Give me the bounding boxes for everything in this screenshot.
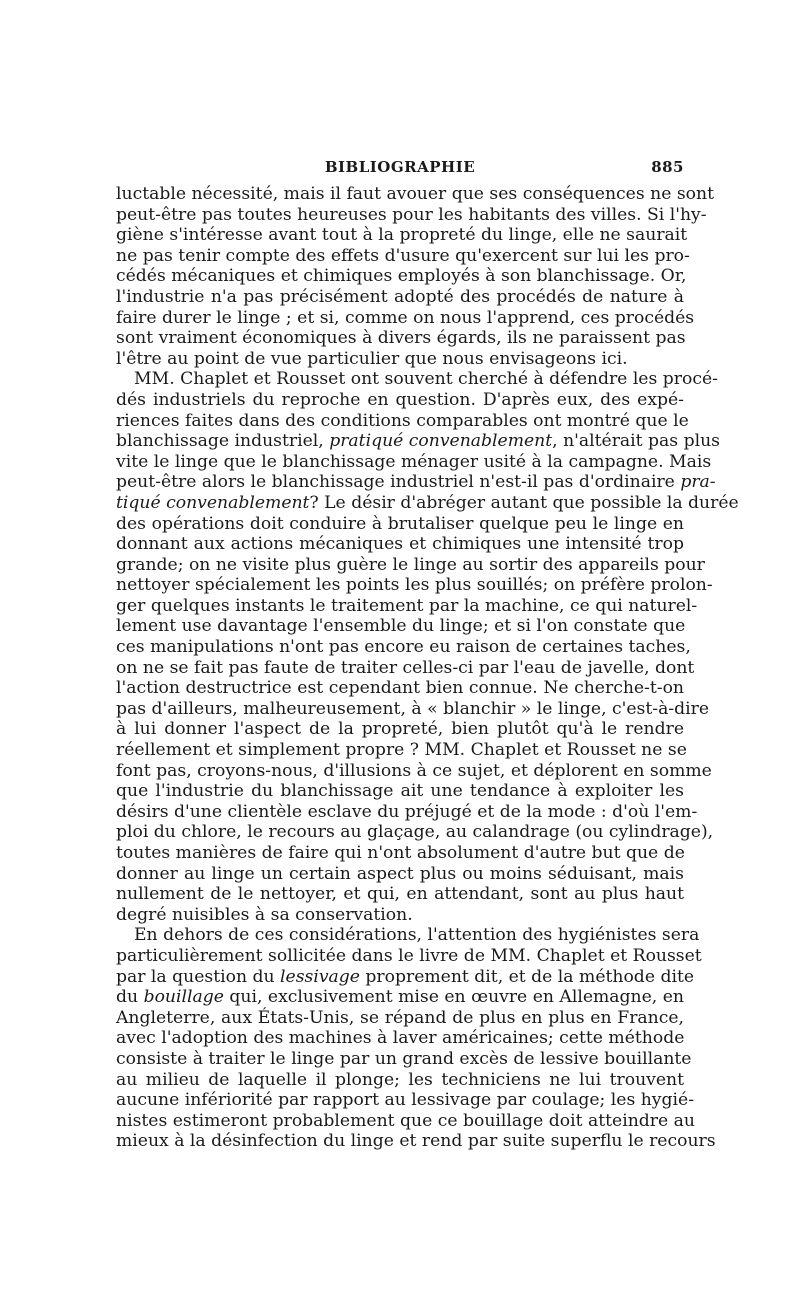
text-line: ploi du chlore, le recours au glaçage, au calandrage (ou cylindrage), [116, 822, 714, 843]
text-line: désirs d'une clientèle esclave du préjugé et de la mode : d'où l'em- [116, 801, 698, 822]
text-line: blanchissage industriel, pratiqué convenablement, n'altérait pas plus [116, 431, 720, 452]
text-line: que l'industrie du blanchissage ait une tendance à exploiter les [116, 781, 684, 802]
text-line: peut-être pas toutes heureuses pour les habitants des villes. Si l'hy- [116, 204, 707, 225]
text-line: l'être au point de vue particulier que nous envisageons ici. [116, 348, 628, 369]
text-line: par la question du lessivage proprement dit, et de la méthode dite [116, 966, 695, 987]
text-line: des opérations doit conduire à brutaliser quelque peu le linge en [116, 513, 684, 534]
text-line: aucune infériorité par rapport au lessivage par coulage; les hygié- [116, 1090, 694, 1111]
text-line: vite le linge que le blanchissage ménager usité à la campagne. Mais [116, 451, 712, 472]
text-line: nettoyer spécialement les points les plus souillés; on préfère prolon- [116, 575, 713, 596]
text-line: peut-être alors le blanchissage industriel n'est-il pas d'ordinaire pra- [116, 472, 716, 493]
text-line: Angleterre, aux États-Unis, se répand de plus en plus en France, [116, 1007, 684, 1028]
page-header [116, 150, 684, 180]
text-line: nistes estimeront probablement que ce bouillage doit atteindre au [116, 1110, 695, 1131]
text-line: riences faites dans des conditions comparables ont montré que le [116, 410, 689, 431]
body-text [116, 184, 739, 1152]
text-line: nullement de le nettoyer, et qui, en attendant, sont au plus haut [116, 884, 684, 905]
text-line: MM. Chaplet et Rousset ont souvent cherché à défendre les procé- [134, 369, 718, 390]
text-line: lement use davantage l'ensemble du linge; et si l'on constate que [116, 616, 686, 637]
text-line: dés industriels du reproche en question. D'après eux, des expé- [116, 389, 684, 410]
text-line: toutes manières de faire qui n'ont absolument d'autre but que de [116, 843, 685, 863]
text-line: grande; on ne visite plus guère le linge au sortir des appareils pour [116, 554, 705, 575]
text-line: ces manipulations n'ont pas encore eu raison de certaines taches, [116, 637, 691, 658]
text-line: cédés mécaniques et chimiques employés à son blanchissage. Or, [116, 266, 687, 287]
text-line: sont vraiment économiques à divers égards, ils ne paraissent pas [116, 328, 686, 349]
running-title: BIBLIOGRAPHIE [324, 158, 476, 176]
text-line: particulièrement sollicitée dans le livre de MM. Chaplet et Rousset [116, 945, 702, 966]
text-line: luctable nécessité, mais il faut avouer que ses conséquences ne sont [116, 184, 714, 204]
paragraph [116, 925, 716, 1152]
text-line: degré nuisibles à sa conservation. [116, 904, 413, 925]
paragraph [116, 369, 739, 925]
text-line: on ne se fait pas faute de traiter celles-ci par l'eau de javelle, dont [116, 657, 695, 678]
text-line: à lui donner l'aspect de la propreté, bien plutôt qu'à le rendre [116, 719, 684, 740]
text-line: donner au linge un certain aspect plus ou moins séduisant, mais [116, 863, 684, 884]
book-page [116, 150, 739, 1152]
text-line: giène s'intéresse avant tout à la propreté du linge, elle ne saurait [116, 225, 688, 246]
text-line: ne pas tenir compte des effets d'usure qu'exercent sur lui les pro- [116, 245, 690, 266]
page-number: 885 [651, 158, 684, 176]
text-line: du bouillage qui, exclusivement mise en œuvre en Allemagne, en [116, 987, 684, 1008]
text-line: au milieu de laquelle il plonge; les techniciens ne lui trouvent [116, 1069, 684, 1090]
text-line: tiqué convenablement? Le désir d'abréger autant que possible la durée [116, 492, 739, 513]
text-line: faire durer le linge ; et si, comme on nous l'apprend, ces procédés [116, 307, 695, 328]
text-line: donnant aux actions mécaniques et chimiques une intensité trop [116, 534, 684, 555]
text-line: pas d'ailleurs, malheureusement, à « blanchir » le linge, c'est-à-dire [116, 698, 710, 719]
paragraph [116, 184, 714, 369]
text-line: réellement et simplement propre ? MM. Chaplet et Rousset ne se [116, 740, 687, 761]
text-line: ger quelques instants le traitement par la machine, ce qui naturel- [116, 595, 698, 616]
text-line: font pas, croyons-nous, d'illusions à ce sujet, et déplorent en somme [116, 760, 712, 781]
text-line: mieux à la désinfection du linge et rend par suite superflu le recours [116, 1131, 716, 1152]
text-line: l'action destructrice est cependant bien connue. Ne cherche-t-on [116, 678, 684, 699]
text-line: consiste à traiter le linge par un grand excès de lessive bouillante [116, 1048, 692, 1069]
text-line: l'industrie n'a pas précisément adopté des procédés de nature à [116, 286, 684, 307]
text-line: avec l'adoption des machines à laver américaines; cette méthode [116, 1028, 685, 1049]
text-line: En dehors de ces considérations, l'attention des hygiénistes sera [134, 925, 700, 946]
